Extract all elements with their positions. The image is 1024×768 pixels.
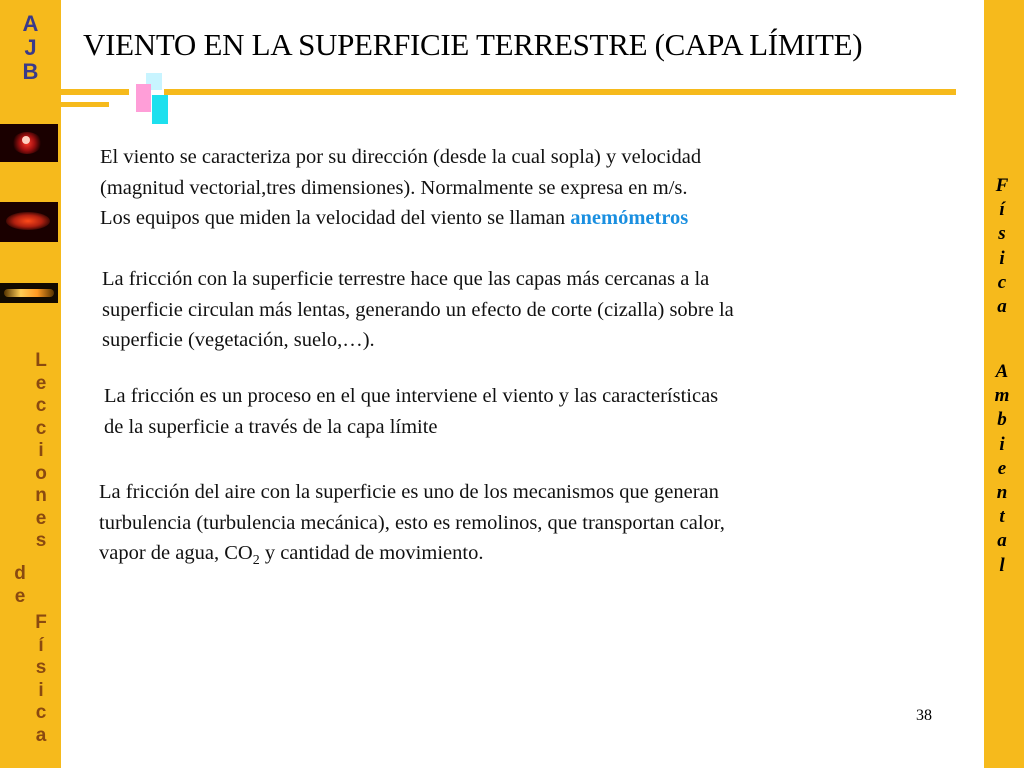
author-initials: [0, 12, 61, 84]
initial-a: A: [22, 11, 39, 36]
title-rule-left-2: [61, 102, 109, 107]
title-rule: [164, 89, 956, 95]
sidebar-word-de: d e: [14, 563, 26, 607]
anemometros-term: anemómetros: [570, 207, 689, 229]
paragraph-4: La fricción del aire con la superficie es uno de los mecanismos que generan turbulencia (turbulencia mecánica), esto es remolinos, que transportan calor, vapor de agua, $CO_2$ y cantidad de movimiento.: [99, 481, 725, 569]
decor-square-pink: [136, 84, 151, 112]
paragraph-2: La fricción con la superficie terrestre hace que las capas más cercanas a la superficie circulan más lentas, generando un efecto de corte (cizalla) sobre la superficie (vegetación, suelo,…).: [102, 268, 734, 351]
paragraph-1: El viento se caracteriza por su dirección (desde la cual sopla) y velocidad (magnitud vectorial,tres dimensiones). Normalmente se expresa en m/s. Los equipos que miden la velocidad del viento se llaman anemómetros: [100, 146, 702, 229]
title-rule-left-1: [61, 89, 129, 95]
sidebar-word-lecciones: L e c c i o n e s: [35, 350, 47, 551]
decor-square-cyan: [152, 95, 168, 124]
slide-title: VIENTO EN LA SUPERFICIE TERRESTRE (CAPA LÍMITE): [83, 27, 863, 62]
thumbnail-image-3: [0, 283, 58, 303]
thumbnail-image-2: [0, 202, 58, 242]
paragraph-3: La fricción es un proceso en el que interviene el viento y las características de la superficie a través de la capa límite: [104, 385, 719, 438]
sidebar-word-fisica-right: F í s i c a: [995, 175, 1009, 318]
co2-subscript: 2: [252, 553, 260, 569]
sidebar-word-fisica: F í s i c a: [35, 612, 47, 746]
initial-b: B: [22, 59, 39, 84]
sidebar-word-ambiental: A m b i e n t a l: [994, 361, 1010, 576]
initial-j: J: [24, 35, 37, 60]
thumbnail-image-1: [0, 124, 58, 162]
page-number: 38: [916, 707, 932, 724]
